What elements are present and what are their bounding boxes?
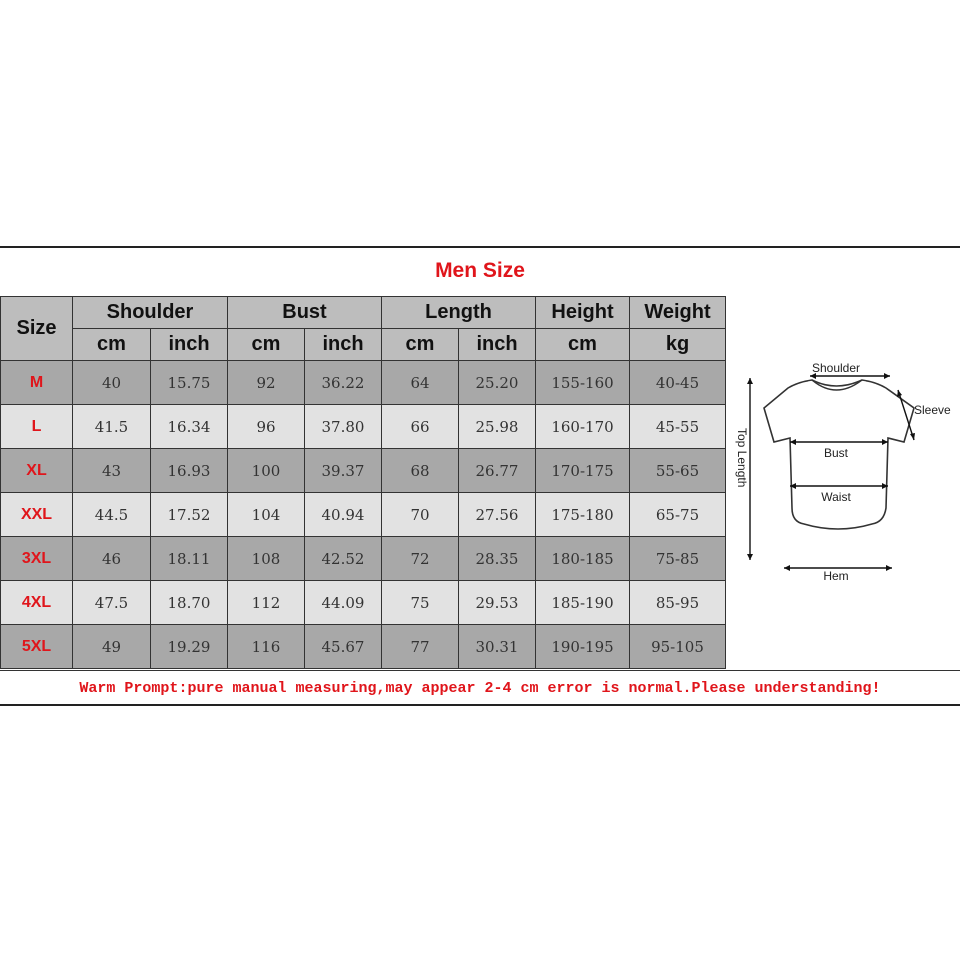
measurement-cell: 66 <box>382 405 459 449</box>
table-row <box>1 449 726 493</box>
measurement-cell: 40-45 <box>630 361 726 405</box>
size-column-header: Size <box>1 297 73 361</box>
measurement-cell: 190-195 <box>536 625 630 669</box>
measurement-cell: 41.5 <box>73 405 151 449</box>
measurement-cell: 160-170 <box>536 405 630 449</box>
measurement-cell: 85-95 <box>630 581 726 625</box>
measurement-cell: 27.56 <box>459 493 536 537</box>
measurement-cell: 25.20 <box>459 361 536 405</box>
measurement-cell: 40.94 <box>305 493 382 537</box>
table-row <box>1 405 726 449</box>
measurement-cell: 42.52 <box>305 537 382 581</box>
measurement-cell: 28.35 <box>459 537 536 581</box>
measurement-cell: 112 <box>228 581 305 625</box>
bust-header: Bust <box>228 297 382 329</box>
size-table <box>0 296 726 669</box>
measurement-cell: 43 <box>73 449 151 493</box>
unit-header: cm <box>73 329 151 361</box>
shoulder-label: Shoulder <box>811 361 861 375</box>
measurement-cell: 47.5 <box>73 581 151 625</box>
measurement-cell: 68 <box>382 449 459 493</box>
measurement-cell: 64 <box>382 361 459 405</box>
unit-header: inch <box>459 329 536 361</box>
measurement-cell: 46 <box>73 537 151 581</box>
measurement-cell: 18.70 <box>151 581 228 625</box>
chart-title: Men Size <box>435 259 525 282</box>
measurement-cell: 104 <box>228 493 305 537</box>
measurement-cell: 175-180 <box>536 493 630 537</box>
size-rows <box>1 361 726 669</box>
bust-label: Bust <box>823 446 849 460</box>
measurement-cell: 92 <box>228 361 305 405</box>
measurement-cell: 70 <box>382 493 459 537</box>
measurement-cell: 45-55 <box>630 405 726 449</box>
tshirt-icon <box>726 296 960 668</box>
measurement-cell: 29.53 <box>459 581 536 625</box>
waist-label: Waist <box>821 490 851 504</box>
unit-header: cm <box>228 329 305 361</box>
unit-header: cm <box>536 329 630 361</box>
table-row <box>1 625 726 669</box>
group-header-row <box>1 297 726 329</box>
table-row <box>1 493 726 537</box>
measurement-cell: 40 <box>73 361 151 405</box>
unit-header: inch <box>151 329 228 361</box>
measurement-cell: 65-75 <box>630 493 726 537</box>
measurement-cell: 26.77 <box>459 449 536 493</box>
size-label: L <box>1 405 73 449</box>
measurement-cell: 170-175 <box>536 449 630 493</box>
hem-label: Hem <box>823 569 849 583</box>
measurement-cell: 96 <box>228 405 305 449</box>
top-length-label: Top Length <box>735 428 749 488</box>
measurement-cell: 108 <box>228 537 305 581</box>
size-label: 5XL <box>1 625 73 669</box>
unit-header: cm <box>382 329 459 361</box>
measurement-cell: 100 <box>228 449 305 493</box>
measurement-cell: 39.37 <box>305 449 382 493</box>
table-row <box>1 581 726 625</box>
measurement-cell: 49 <box>73 625 151 669</box>
size-label: XXL <box>1 493 73 537</box>
measurement-cell: 44.09 <box>305 581 382 625</box>
unit-header: kg <box>630 329 726 361</box>
measurement-cell: 30.31 <box>459 625 536 669</box>
measurement-cell: 75 <box>382 581 459 625</box>
table-row <box>1 361 726 405</box>
tshirt-diagram <box>726 296 960 668</box>
measurement-cell: 25.98 <box>459 405 536 449</box>
height-header: Height <box>536 297 630 329</box>
measurement-cell: 37.80 <box>305 405 382 449</box>
measurement-cell: 77 <box>382 625 459 669</box>
length-header: Length <box>382 297 536 329</box>
measurement-cell: 116 <box>228 625 305 669</box>
measurement-cell: 16.34 <box>151 405 228 449</box>
measurement-cell: 185-190 <box>536 581 630 625</box>
size-label: 4XL <box>1 581 73 625</box>
unit-header: inch <box>305 329 382 361</box>
measurement-cell: 15.75 <box>151 361 228 405</box>
measurement-cell: 75-85 <box>630 537 726 581</box>
measurement-cell: 72 <box>382 537 459 581</box>
measurement-cell: 45.67 <box>305 625 382 669</box>
measurement-cell: 17.52 <box>151 493 228 537</box>
measurement-cell: 95-105 <box>630 625 726 669</box>
shoulder-header: Shoulder <box>73 297 228 329</box>
measurement-cell: 55-65 <box>630 449 726 493</box>
measurement-cell: 180-185 <box>536 537 630 581</box>
unit-header-row <box>1 329 726 361</box>
measurement-cell: 36.22 <box>305 361 382 405</box>
warm-prompt-note: Warm Prompt:pure manual measuring,may appear 2-4 cm error is normal.Please understanding! <box>0 670 960 706</box>
table-row <box>1 537 726 581</box>
size-label: XL <box>1 449 73 493</box>
sleeve-label: Sleeve <box>914 403 951 417</box>
weight-header: Weight <box>630 297 726 329</box>
measurement-cell: 44.5 <box>73 493 151 537</box>
measurement-cell: 18.11 <box>151 537 228 581</box>
size-label: 3XL <box>1 537 73 581</box>
size-chart-card <box>0 246 960 706</box>
measurement-cell: 155-160 <box>536 361 630 405</box>
measurement-cell: 19.29 <box>151 625 228 669</box>
size-label: M <box>1 361 73 405</box>
measurement-cell: 16.93 <box>151 449 228 493</box>
